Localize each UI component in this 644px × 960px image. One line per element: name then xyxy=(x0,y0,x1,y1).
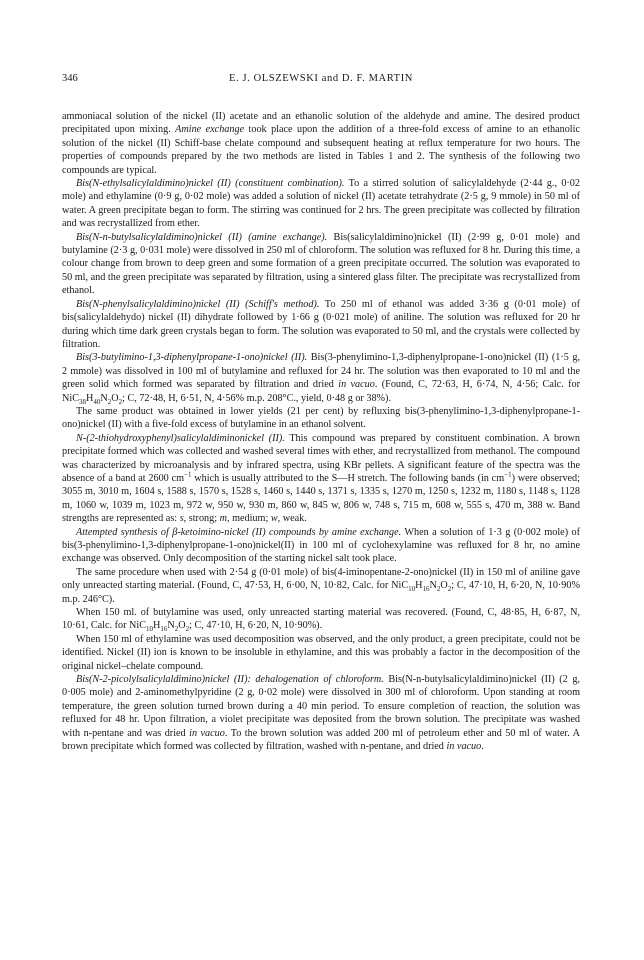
paragraph-attempted-synthesis: Attempted synthesis of β-ketoimino-nickel (II) compounds by amine exchange. When a solution of 1·3 g (0·002 mole) of bis(3-phenylimino-1,3-diphenylpropane-1-ono)nickel(II) in 100 ml of cyclohexylamine was refluxed for 8 hr, no amine exchange was observed. Only decomposition of the starting nickel salt took place. xyxy=(62,526,580,565)
compound-heading: Bis(N-n-butylsalicylaldimino)nickel (II) (amine exchange). xyxy=(76,231,328,243)
paragraph-butylamine-procedure: When 150 ml. of butylamine was used, only unreacted starting material was recovered. (Found, C, 48·85, H, 6·87, N, 10·61, Calc. for $NiC_{10}H_{16}N_2O_2$; C, 47·10, H, 6·20, N, 10·90%). xyxy=(62,607,580,634)
paragraph-lower-yield: The same product was obtained in lower yields (21 per cent) by refluxing bis(3-phenylimino-1,3-diphenylpropane-1-ono)nickel (II) with a five-fold excess of butylamine in an ethanol solvent. xyxy=(62,405,580,431)
paragraph-thiohydroxyphenyl-compound: N-(2-thiohydroxyphenyl)salicylaldiminonickel (II). This compound was prepared by constituent combination. A brown precipitate formed which was collected and washed several times with ether, and recrystallized from methanol. The compound was characterized by microanalysis and by infrared spectra, using KBr pellets. A significant feature of the spectra was the absence of a band at 2600 $cm^{-1}$ which is usually attributed to the S—H stretch. The following bands (in $cm^{-1}$) were observed; 3055 m, 3010 m, 1604 s, 1588 s, 1570 s, 1528 s, 1460 s, 1440 s, 1371 s, 1335 s, 1270 m, 1250 s, 1232 m, 1180 s, 1148 s, 1128 m, 1060 w, 1039 m, 1023 m, 972 w, 950 w, 930 m, 860 w, 845 w, 806 w, 748 s, 715 m, 608 w, 555 s, 470 m, 388 w. Band strengths are represented as: s, strong; m, medium; w, weak. xyxy=(62,432,580,525)
page-number: 346 xyxy=(62,73,78,84)
compound-heading: Bis(3-butylimino-1,3-diphenylpropane-1-ono)nickel (II). xyxy=(76,352,308,364)
compound-heading: Bis(N-ethylsalicylaldimino)nickel (II) (constituent combination). xyxy=(76,178,345,190)
compound-heading: N-(2-thiohydroxyphenyl)salicylaldiminonickel (II). xyxy=(76,432,285,444)
compound-heading: Bis(N-2-picolylsalicylaldimino)nickel (II): dehalogenation of chloroform. xyxy=(76,674,384,686)
running-head xyxy=(62,72,580,88)
running-head-authors: E. J. OLSZEWSKI and D. F. MARTIN xyxy=(229,73,413,84)
paragraph-methods-intro: ammoniacal solution of the nickel (II) acetate and an ethanolic solution of the aldehyde and amine. The desired product precipitated upon mixing. Amine exchange took place upon the addition of a three-fold excess of amine to an ethanolic solution of the nickel (II) Schiff-base chelate compound and subsequent heating at reflux temperature for two hours. The properties of compounds prepared by the two methods are listed in Tables 1 and 2. The synthesis of the following two compounds are typical. xyxy=(62,111,580,176)
paragraph-picolyl-compound: Bis(N-2-picolylsalicylaldimino)nickel (II): dehalogenation of chloroform. Bis(N-n-butylsalicylaldimino)nickel (II) (2 g, 0·005 mole) and 2-aminomethylpyridine (2 g, 0·02 mole) were dissolved in 300 ml of chloroform. Upon standing at room temperature, the green solution turned brown during a 40 min period. To ensure completion of reaction, the solution was refluxed for 48 hr. Upon filtration, a violet precipitate was deposited from the brown solution. The precipitate was washed with n-pentane and was dried in vacuo. To the brown solution was added 200 ml of petroleum ether and 50 ml of water. A brown precipitate which formed was collected by filtration, washed with n-pentane, and dried in vacuo. xyxy=(62,674,581,753)
paragraph-phenyl-compound: Bis(N-phenylsalicylaldimino)nickel (II) (Schiff's method). To 250 ml of ethanol was added 3·36 g (0·01 mole) of bis(salicylaldehydo) nickel (II) dihydrate followed by 1·66 g (0·021 mole) of aniline. The solution was refluxed for 20 hr during which time dark green crystals began to form. The solution was evaporated to 50 ml, and the crystals were collected by filtration. xyxy=(62,298,580,350)
paragraph-butylimino-compound: Bis(3-butylimino-1,3-diphenylpropane-1-ono)nickel (II). Bis(3-phenylimino-1,3-diphenylpropane-1-ono)nickel (II) (1·5 g, 2 mmole) was dissolved in 100 ml of butylamine and refluxed for 24 hr. The solution was then evaporated to 10 ml and the green solid which formed was separated by filtration and dried in vacuo. (Found, C, 72·63, H, 6·74, N, 4·56; Calc. for $NiC_{38}H_{40}N_2O_2$; C, 72·48, H, 6·51, N, 4·56% m.p. 208°C., yield, 0·48 g or 38%). xyxy=(62,352,581,406)
paragraph-ethyl-compound: Bis(N-ethylsalicylaldimino)nickel (II) (constituent combination). To a stirred solution of salicylaldehyde (2·44 g., 0·02 mole) and ethylamine (0·9 g, 0·02 mole) was added a solution of nickel (II) acetate tetrahydrate (2·5 g, 9 mmole) in 50 ml of water. A green precipitate began to form. The stirring was continued for 2 hrs. The green precipitate was collected by filtration and was recrystallized from ether. xyxy=(62,178,580,230)
compound-heading: Attempted synthesis of β-ketoimino-nickel (II) compounds by amine exchange. xyxy=(76,526,402,538)
compound-heading: Bis(N-phenylsalicylaldimino)nickel (II) (Schiff's method). xyxy=(76,298,320,310)
journal-page xyxy=(62,72,580,754)
paragraph-butyl-compound: Bis(N-n-butylsalicylaldimino)nickel (II) (amine exchange). Bis(salicylaldimino)nickel (II) (2·99 g, 0·01 mole) and butylamine (2·3 g, 0·031 mole) were dissolved in 250 ml of chloroform. The solution was refluxed for 8 hr. During this time, a colour change from brown to deep green and some formation of a green precipitate occurred. The solution was evaporated to 50 ml, and the green precipitate was separated by filtration, using a sintered glass filter. The precipitate was recrystallized from ethanol. xyxy=(62,231,580,297)
paragraph-aniline-procedure: The same procedure when used with 2·54 g (0·01 mole) of bis(4-iminopentane-2-ono)nickel (II) in 150 ml of aniline gave only unreacted starting material. (Found, C, 47·53, H, 6·00, N, 10·82, Calc. for $NiC_{10}H_{16}N_2O_2$; C, 47·10, H, 6·20, N, 10·90% m.p. 246°C). xyxy=(62,566,580,605)
paragraph-ethylamine-decomposition: When 150 ml of ethylamine was used decomposition was observed, and the only product, a green precipitate, could not be identified. Nickel (II) ion is known to be insoluble in ethylamine, and this was probably a factor in the decomposition of the original nickel–chelate compound. xyxy=(62,633,580,672)
